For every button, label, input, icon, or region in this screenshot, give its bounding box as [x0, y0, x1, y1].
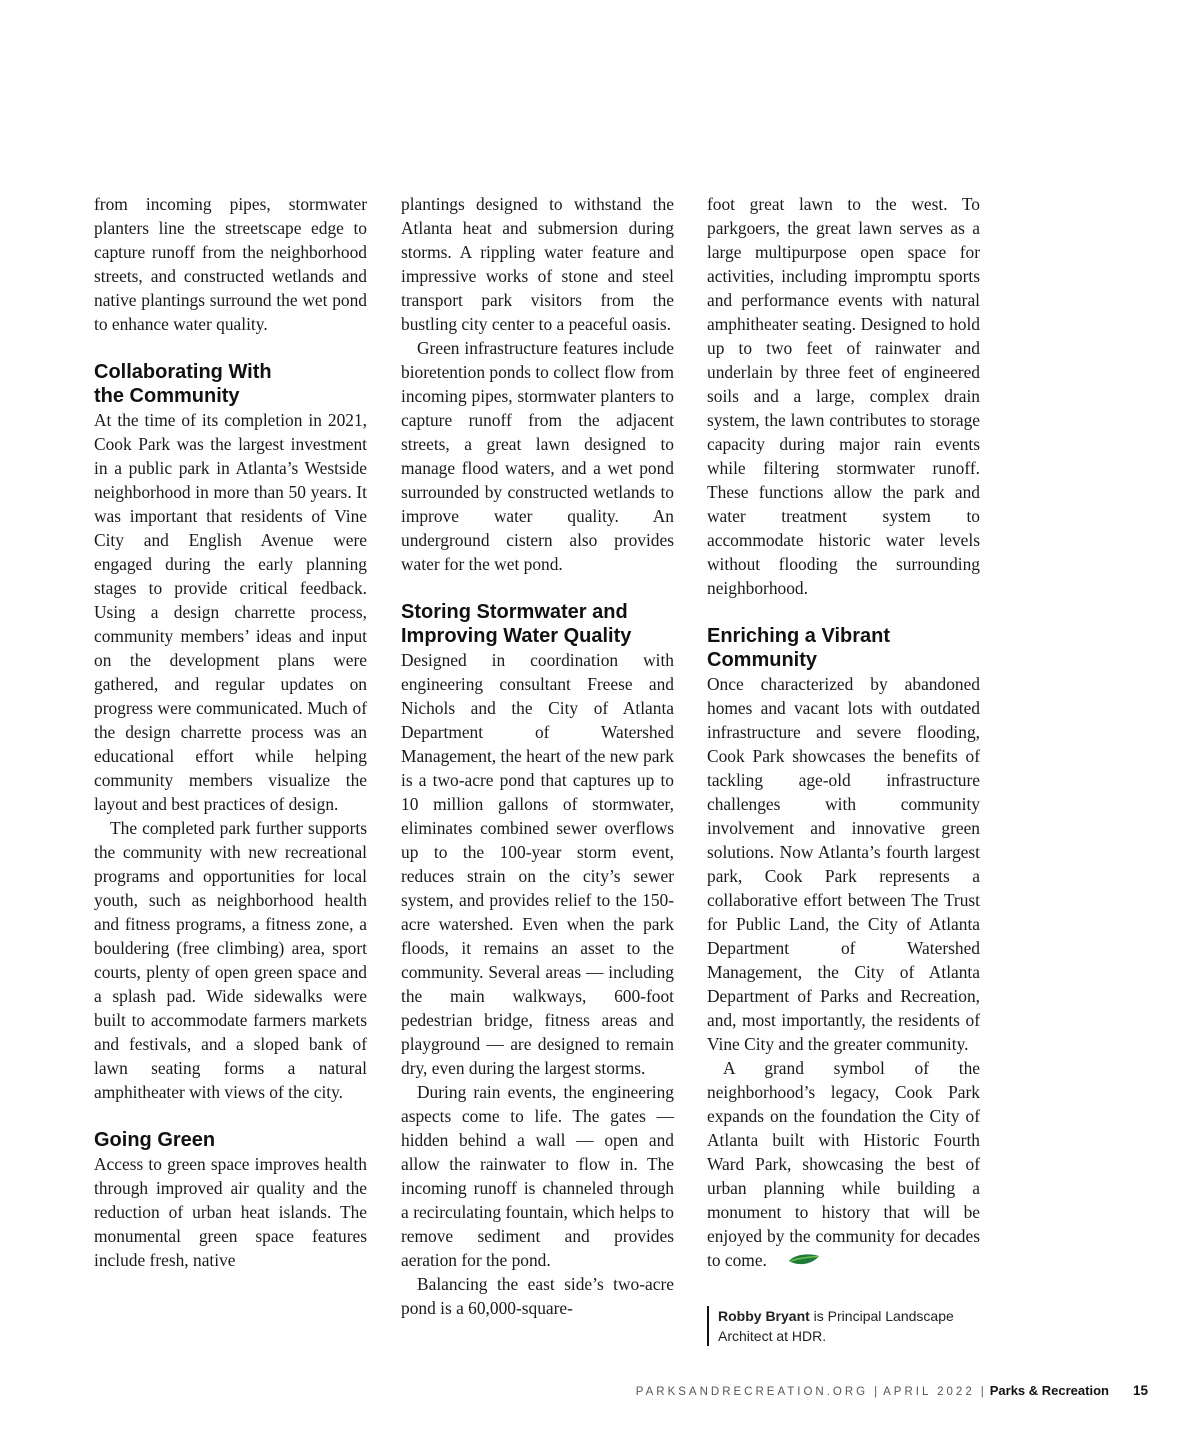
paragraph-completed-park: The completed park further supports the community with new recreational programs and opportunities for local youth, such as neighborhood health and fitness programs, a fitness zone, a bouldering (free climbing) area, sport courts, plenty of open green space and a splash pad. Wide sidewalks were built to accommodate farmers markets and festivals, and a sloped bank of lawn seating forms a natural amphitheater with views of the city.: [94, 818, 367, 1102]
paragraph-intro-col3: foot great lawn to the west. To parkgoers, the great lawn serves as a large multipurpose open space for activities, including impromptu sports and performance events with natural amphitheater seating. Designed to hold up to two feet of rainwater and underlain by three feet of engineered soils and a large, complex drain system, the lawn contributes to storage capacity during major rain events while filtering stormwater runoff. These functions allow the park and water treatment system to accommodate historic water levels without flooding the surrounding neighborhood.: [707, 194, 980, 598]
heading-storing-stormwater: Storing Stormwater and Improving Water Quality: [401, 601, 632, 647]
column-1: [94, 192, 367, 1272]
author-title: is Principal Landscape Architect at HDR.: [718, 1308, 954, 1344]
paragraph-grand-symbol: A grand symbol of the neighborhood’s legacy, Cook Park expands on the foundation the City of Atlanta built with Historic Fourth Ward Park, showcasing the best of urban planning while building a monument to history that will be enjoyed by the community for decades to come.: [707, 1056, 980, 1274]
paragraph-intro-col1: from incoming pipes, stormwater planters line the streetscape edge to capture runoff from the neighborhood streets, and constructed wetlands and native plantings surround the wet pond to enhance water quality.: [94, 194, 367, 334]
heading-going-green: Going Green: [94, 1129, 216, 1151]
paragraph-balancing: Balancing the east side’s two-acre pond is a 60,000-square-: [401, 1274, 674, 1318]
leaf-icon: [771, 1250, 821, 1274]
footer-divider: |: [980, 1386, 984, 1398]
footer-site: PARKSANDRECREATION.ORG: [635, 1386, 869, 1398]
column-3: [707, 192, 980, 1274]
paragraph-rain-events: During rain events, the engineering aspects come to life. The gates — hidden behind a wall — open and allow the rainwater to flow in. The incoming runoff is channeled through a recirculating fountain, which helps to remove sediment and provides aeration for the pond.: [401, 1082, 674, 1270]
paragraph-enriching: Once characterized by abandoned homes and vacant lots with outdated infrastructure and severe flooding, Cook Park showcases the benefits of tackling age-old infrastructure challenges with community involvement and innovative green solutions. Now Atlanta’s fourth largest park, Cook Park represents a collaborative effort between The Trust for Public Land, the City of Atlanta Department of Watershed Management, the City of Atlanta Department of Parks and Recreation, and, most importantly, the residents of Vine City and the greater community.: [707, 674, 980, 1054]
paragraph-green-infrastructure: Green infrastructure features include bioretention ponds to collect flow from incoming pipes, stormwater planters to capture runoff from the adjacent streets, a great lawn designed to manage flood waters, and a wet pond surrounded by constructed wetlands to improve water quality. An underground cistern also provides water for the wet pond.: [401, 338, 674, 574]
column-2: [401, 192, 674, 1320]
heading-enriching: Enriching a Vibrant Community: [707, 625, 890, 671]
author-name: Robby Bryant: [718, 1308, 810, 1324]
page-footer: [636, 1383, 1148, 1398]
footer-magazine: Parks & Recreation: [989, 1383, 1109, 1398]
page-number: 15: [1132, 1383, 1148, 1398]
paragraph-going-green: Access to green space improves health through improved air quality and the reduction of urban heat islands. The monumental green space features include fresh, native: [94, 1154, 367, 1270]
paragraph-collaborating: At the time of its completion in 2021, Cook Park was the largest investment in a public park in Atlanta’s Westside neighborhood in more than 50 years. It was important that residents of Vine City and English Avenue were engaged during the early planning stages to provide critical feedback. Using a design charrette process, community members’ ideas and input on the development plans were gathered, and regular updates on progress were communicated. Much of the design charrette process was an educational effort while helping community members visualize the layout and best practices of design.: [94, 410, 367, 814]
heading-collaborating: Collaborating With the Community: [94, 361, 272, 407]
paragraph-intro-col2: plantings designed to withstand the Atlanta heat and submersion during storms. A rippling water feature and impressive works of stone and steel transport park visitors from the bustling city center to a peaceful oasis.: [401, 194, 674, 334]
author-bio: [707, 1306, 991, 1346]
footer-issue: APRIL 2022: [883, 1386, 975, 1398]
paragraph-storing: Designed in coordination with engineering consultant Freese and Nichols and the City of Atlanta Department of Watershed Management, the heart of the new park is a two-acre pond that captures up to 10 million gallons of stormwater, eliminates combined sewer overflows up to the 100-year storm event, reduces strain on the city’s sewer system, and provides relief to the 150-acre watershed. Even when the park floods, it remains an asset to the community. Several areas — including the main walkways, 600-foot pedestrian bridge, fitness areas and playground — are designed to remain dry, even during the largest storms.: [401, 650, 674, 1078]
footer-divider: |: [874, 1386, 878, 1398]
